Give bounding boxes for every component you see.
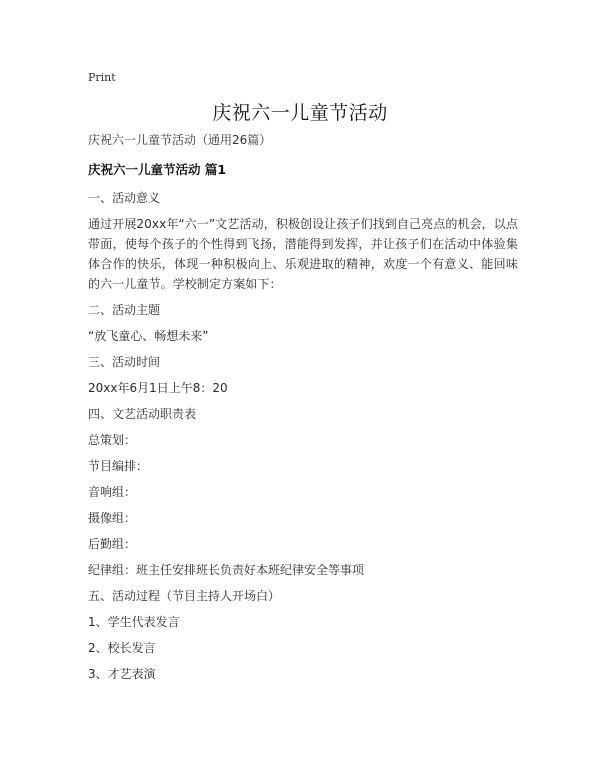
heading-activity-significance: 一、活动意义 xyxy=(88,191,161,205)
duty-discipline-team: 纪律组：班主任安排班长负责好本班纪律安全等事项 xyxy=(88,563,365,577)
process-step-3: 3、才艺表演 xyxy=(88,667,156,681)
duty-program-arrangement: 节目编排： xyxy=(88,459,149,473)
heading-activity-time: 三、活动时间 xyxy=(88,355,161,369)
page-title: 庆祝六一儿童节活动 xyxy=(212,102,388,124)
duty-audio-team: 音响组： xyxy=(88,485,137,499)
paragraph-activity-significance: 通过开展20xx年“六一”文艺活动，积极创设让孩子们找到自己亮点的机会，以点带面，使每个孩子的个性得到飞扬，潜能得到发挥，并让孩子们在活动中体验集体合作的快乐，体现一种积极向上、乐观进取的精神，欢度一个有意义、能回味的六一儿童节。学校制定方案如下： xyxy=(88,217,518,291)
document-subtitle: 庆祝六一儿童节活动（通用26篇） xyxy=(88,133,272,147)
heading-activity-theme: 二、活动主题 xyxy=(88,303,161,317)
activity-time-text: 20xx年6月1日上午8：20 xyxy=(88,381,228,395)
duty-camera-team: 摄像组： xyxy=(88,511,137,525)
heading-activity-process: 五、活动过程（节目主持人开场白） xyxy=(88,589,281,603)
duty-chief-planner: 总策划： xyxy=(88,433,137,447)
document-body xyxy=(88,188,518,690)
activity-theme-text: “放飞童心、畅想未来” xyxy=(88,329,209,343)
heading-duty-table: 四、文艺活动职责表 xyxy=(88,407,197,421)
print-link[interactable]: Print xyxy=(88,71,116,84)
process-step-2: 2、校长发言 xyxy=(88,641,156,655)
section-heading: 庆祝六一儿童节活动 篇1 xyxy=(88,162,227,177)
duty-logistics-team: 后勤组： xyxy=(88,537,137,551)
process-step-1: 1、学生代表发言 xyxy=(88,615,180,629)
